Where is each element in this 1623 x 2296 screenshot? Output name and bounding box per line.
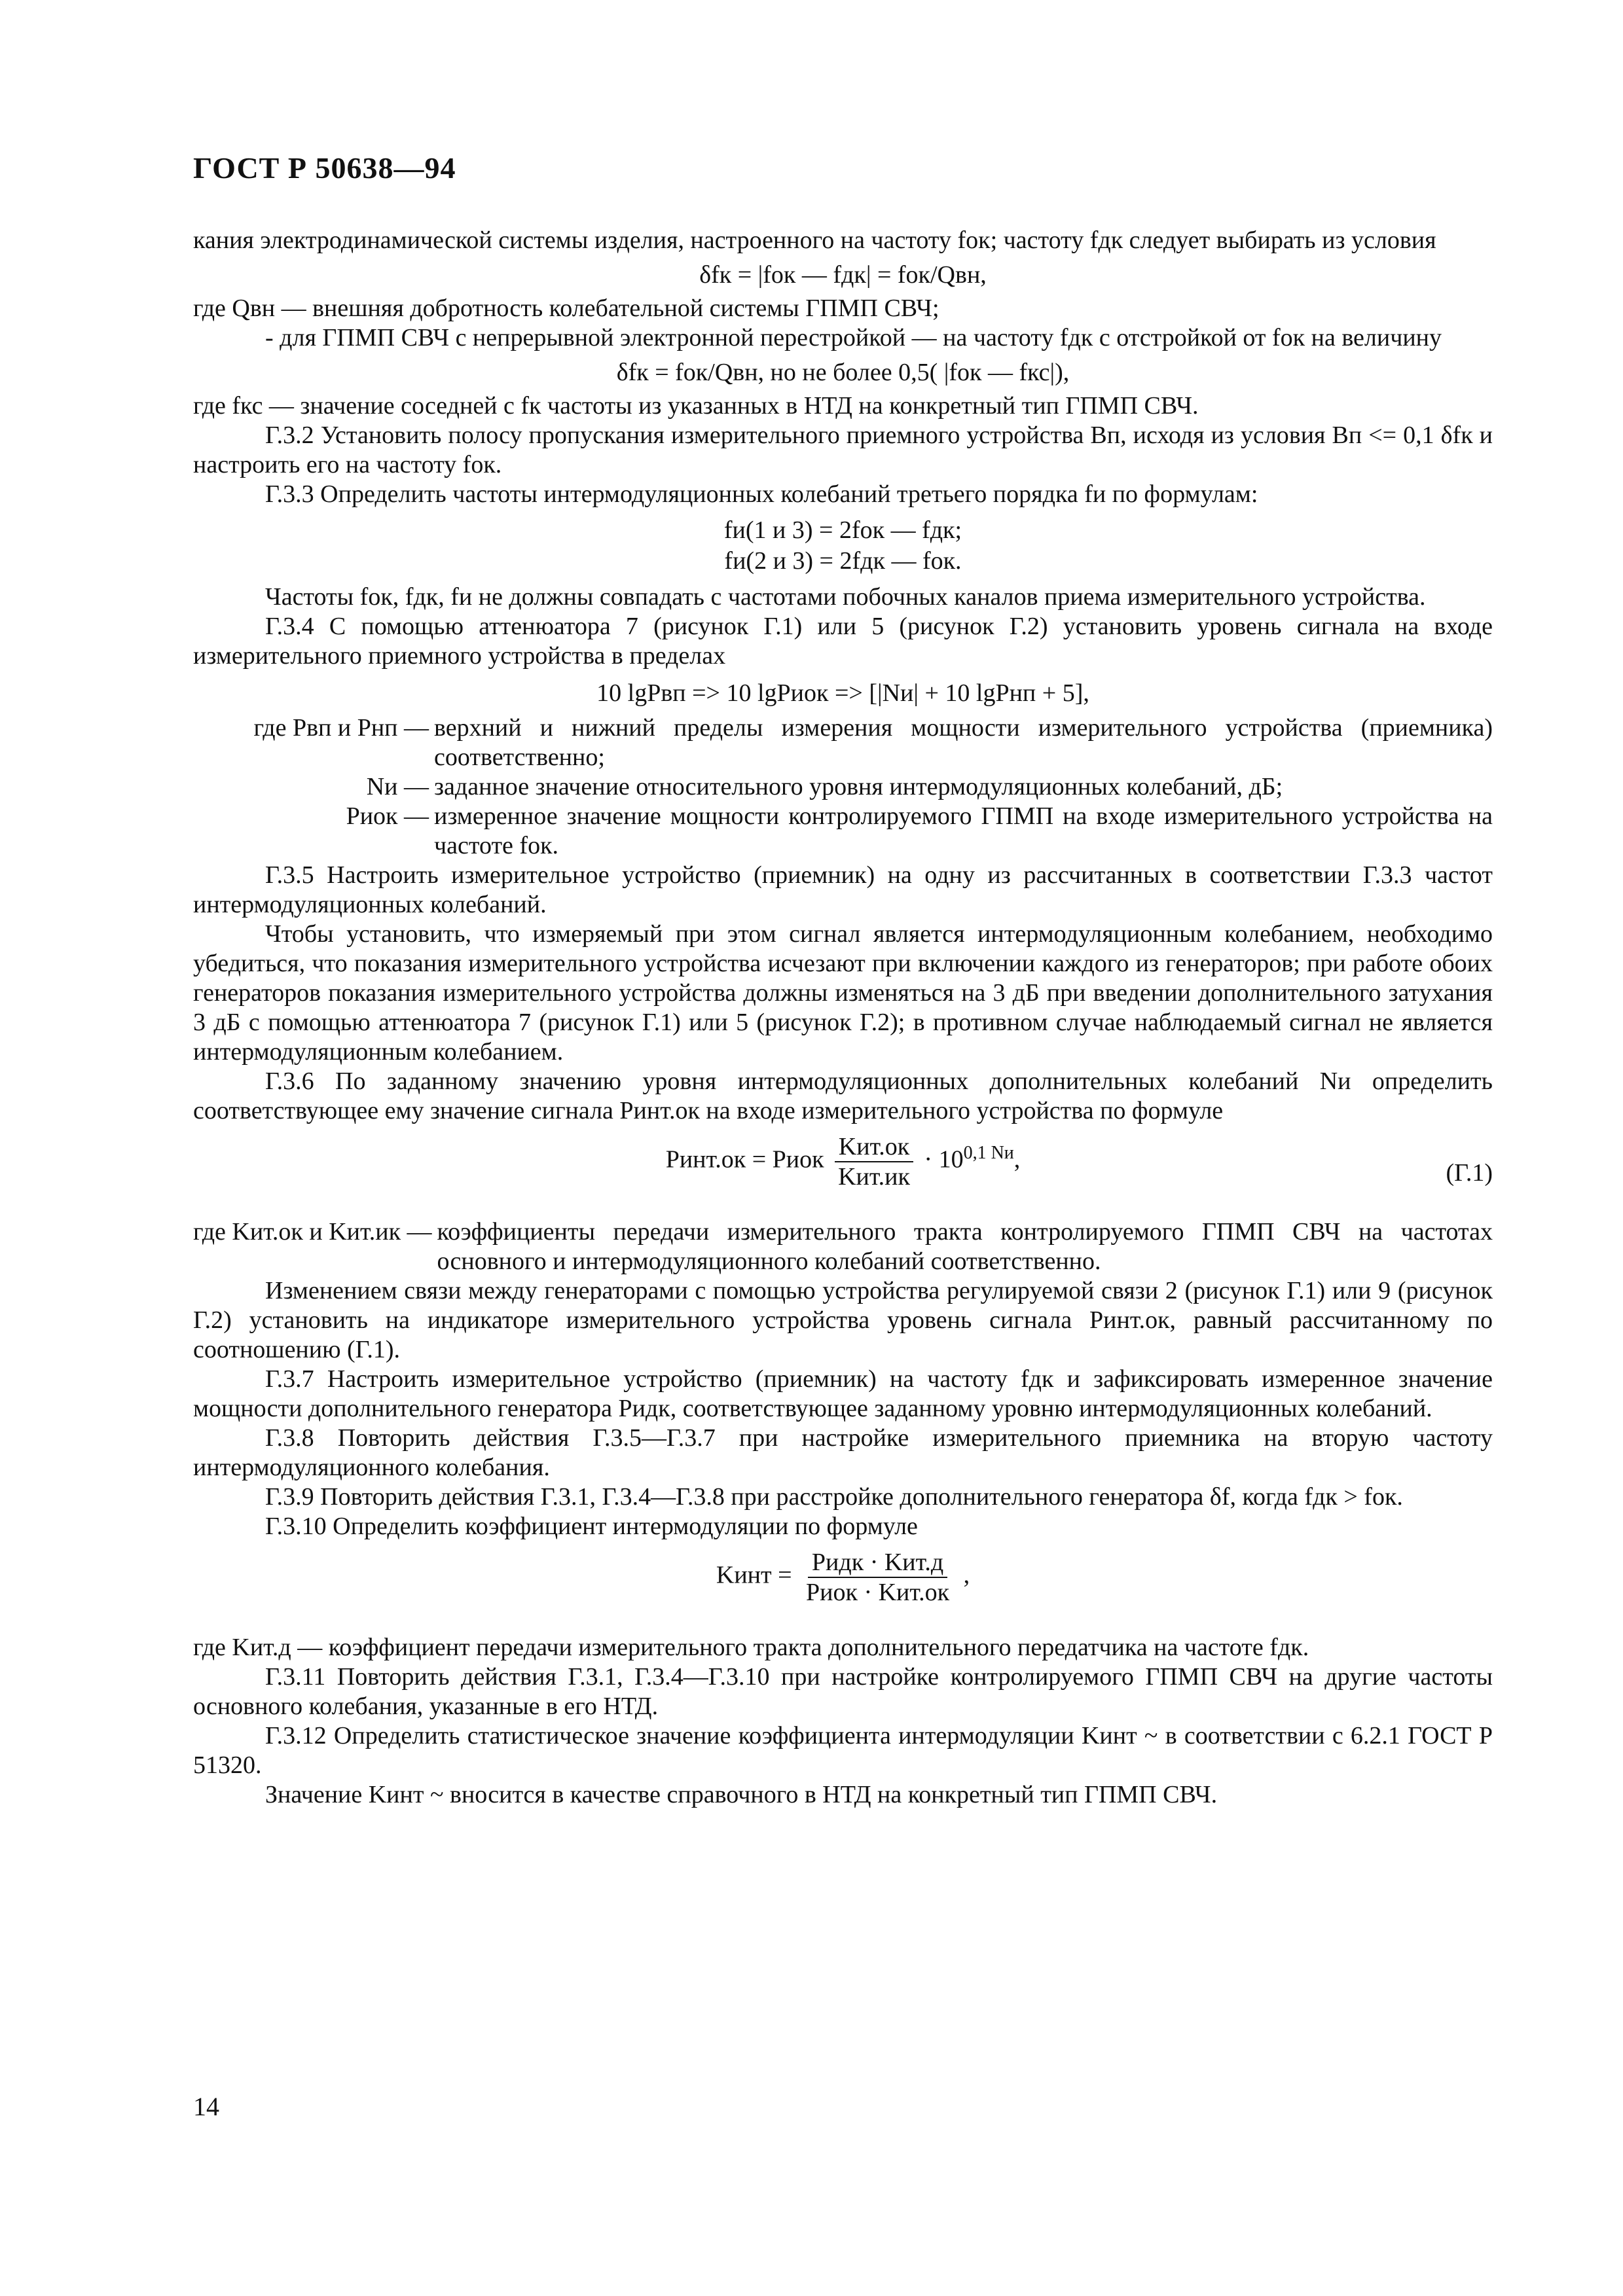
paragraph: Г.3.6 По заданному значению уровня интермодуляционных дополнительных колебаний Nи определить соответствующее ему значение сигнала Pинт.ок на входе измерительного устройства по формуле [193, 1067, 1493, 1124]
equation-tail: , [1013, 1145, 1021, 1174]
document-header: ГОСТ Р 50638—94 [193, 151, 456, 185]
paragraph: - для ГПМП СВЧ с непрерывной электронной перестройкой — на частоту fдк с отстройкой от fок на величину [265, 324, 1442, 351]
definition-term: где Kит.ок и Kит.ик — [193, 1218, 432, 1246]
equation-lhs: Pинт.ок = Pиок [665, 1145, 824, 1174]
paragraph: Г.3.11 Повторить действия Г.3.1, Г.3.4—Г.3.10 при настройке контролируемого ГПМП СВЧ на другие частоты основного колебания, указанные в его НТД. [193, 1663, 1493, 1720]
equation: fи(2 и 3) = 2fдк — fок. [724, 547, 962, 575]
equation: δfк = |fок — fдк| = fок/Qвн, [699, 261, 987, 289]
numerator: Kит.ок [835, 1132, 914, 1162]
equation-g1 [193, 1132, 1493, 1211]
paragraph: Г.3.3 Определить частоты интермодуляционных колебаний третьего порядка fи по формулам: [265, 480, 1258, 508]
paragraph: Г.3.5 Настроить измерительное устройство (приемник) на одну из рассчитанных в соответствии Г.3.3 частот интермодуляционных колебаний. [193, 861, 1493, 918]
paragraph: Г.3.8 Повторить действия Г.3.5—Г.3.7 при настройке измерительного приемника на вторую частоту интермодуляционного колебания. [193, 1424, 1493, 1481]
denominator: Kит.ик [838, 1163, 910, 1191]
paragraph: где Kит.д — коэффициент передачи измерительного тракта дополнительного передатчика на частоте fдк. [193, 1634, 1309, 1661]
equation-tail: , [963, 1561, 970, 1589]
paragraph: Частоты fок, fдк, fи не должны совпадать с частотами побочных каналов приема измерительного устройства. [265, 583, 1426, 611]
paragraph: Значение Kинт ~ вносится в качестве справочного в НТД на конкретный тип ГПМП СВЧ. [265, 1781, 1218, 1808]
paragraph: где Qвн — внешняя добротность колебательной системы ГПМП СВЧ; [193, 295, 939, 322]
equation-factor: · 10 [924, 1145, 964, 1174]
fraction [802, 1548, 953, 1607]
equation-kint [193, 1548, 1493, 1626]
page-number: 14 [193, 2092, 219, 2121]
paragraph: Изменением связи между генераторами с помощью устройства регулируемой связи 2 (рисунок Г.1) или 9 (рисунок Г.2) установить на индикаторе измерительного устройства уровень сигнала Pинт.ок, равный рассчитанному по соотношению (Г.1). [193, 1277, 1493, 1363]
paragraph: Г.3.4 С помощью аттенюатора 7 (рисунок Г.1) или 5 (рисунок Г.2) установить уровень сигнала на входе измерительного приемного устройства в пределах [193, 613, 1493, 670]
equation-number: (Г.1) [1446, 1159, 1493, 1187]
paragraph: Г.3.7 Настроить измерительное устройство (приемник) на частоту fдк и зафиксировать измеренное значение мощности дополнительного генератора Pидк, соответствующее заданному уровню интермодуляционных колебаний. [193, 1365, 1493, 1422]
page-body [193, 226, 1493, 1810]
fraction [834, 1132, 914, 1191]
definition-text: заданное значение относительного уровня интермодуляционных колебаний, дБ; [434, 773, 1283, 800]
equation-lhs: Kинт = [716, 1561, 792, 1589]
numerator: Pидк · Kит.д [808, 1548, 947, 1578]
paragraph: где fкс — значение соседней с fк частоты из указанных в НТД на конкретный тип ГПМП СВЧ. [193, 392, 1199, 420]
paragraph: Г.3.9 Повторить действия Г.3.1, Г.3.4—Г.3.8 при расстройке дополнительного генератора δf, когда fдк > fок. [265, 1483, 1403, 1511]
definition-text: измеренное значение мощности контролируемого ГПМП на входе измерительного устройства на частоте fок. [434, 802, 1493, 859]
definition-term: Pиок — [346, 802, 429, 830]
definition-item [193, 713, 1493, 772]
denominator: Pиок · Kит.ок [806, 1579, 950, 1606]
definition-item [193, 772, 1493, 802]
definition-term: Nи — [366, 773, 429, 800]
definition-term: где Pвп и Pнп — [253, 714, 429, 742]
definition-item [193, 802, 1493, 861]
equation: 10 lgPвп => 10 lgPиок => [|Nи| + 10 lgPнп + 5], [596, 679, 1089, 707]
definition-item [193, 1217, 1493, 1276]
paragraph: Чтобы установить, что измеряемый при этом сигнал является интермодуляционным колебанием, необходимо убедиться, что показания измерительного устройства исчезают при включении каждого из генераторов; при работе обоих генераторов показания измерительного устройства должны изменяться на 3 дБ при введении дополнительного затухания 3 дБ с помощью аттенюатора 7 (рисунок Г.1) или 5 (рисунок Г.2); в противном случае наблюдаемый сигнал не является интермодуляционным колебанием. [193, 920, 1493, 1066]
paragraph: Г.3.10 Определить коэффициент интермодуляции по формуле [265, 1513, 918, 1540]
paragraph: кания электродинамической системы изделия, настроенного на частоту fок; частоту fдк следует выбирать из условия [193, 226, 1436, 254]
equation: δfк = fок/Qвн, но не более 0,5( |fок — fкс|), [616, 359, 1070, 386]
equation: fи(1 и 3) = 2fок — fдк; [723, 516, 962, 544]
definition-text: верхний и нижний пределы измерения мощности измерительного устройства (приемника) соответственно; [434, 714, 1493, 771]
exponent: 0,1 Nи [963, 1143, 1014, 1164]
paragraph: Г.3.12 Определить статистическое значение коэффициента интермодуляции Kинт ~ в соответствии с 6.2.1 ГОСТ Р 51320. [193, 1722, 1493, 1779]
definition-text: коэффициенты передачи измерительного тракта контролируемого ГПМП СВЧ на частотах основного и интермодуляционного колебаний соответственно. [437, 1218, 1493, 1275]
paragraph: Г.3.2 Установить полосу пропускания измерительного приемного устройства Bп, исходя из условия Bп <= 0,1 δfк и настроить его на частоту fок. [193, 422, 1493, 478]
